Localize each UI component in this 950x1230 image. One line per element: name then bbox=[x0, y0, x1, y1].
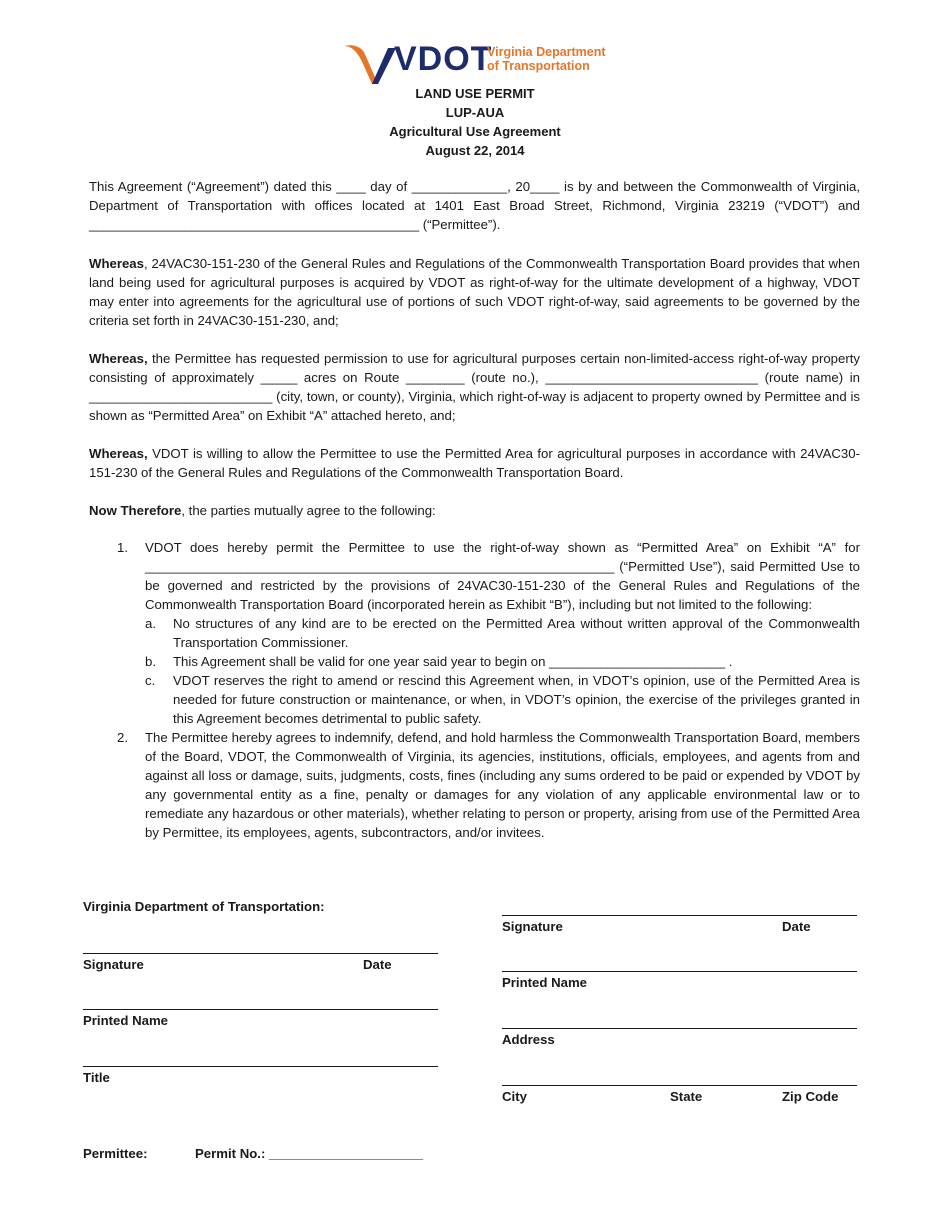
terms-list bbox=[89, 538, 860, 842]
vdot-logo bbox=[342, 42, 612, 88]
permittee-address-label: Address bbox=[502, 1032, 555, 1047]
whereas-lead: Whereas, bbox=[89, 351, 148, 366]
whereas-paragraph-1 bbox=[89, 254, 860, 330]
permittee-city-state-zip-line[interactable] bbox=[502, 1085, 857, 1086]
vdot-block-heading: Virginia Department of Transportation: bbox=[83, 899, 325, 914]
sub-item bbox=[145, 671, 860, 728]
vdot-date-label: Date bbox=[363, 957, 392, 972]
logo-wordmark: VDOT bbox=[394, 40, 493, 78]
vdot-title-label: Title bbox=[83, 1070, 110, 1085]
permittee-printed-name-label: Printed Name bbox=[502, 975, 588, 990]
permittee-signature-label: Signature bbox=[502, 919, 563, 934]
logo-subtitle bbox=[487, 45, 606, 73]
permittee-printed-name-line[interactable] bbox=[502, 971, 857, 972]
header-date: August 22, 2014 bbox=[425, 143, 525, 158]
vdot-signature-label: Signature bbox=[83, 957, 144, 972]
sub-item-text: VDOT reserves the right to amend or rescind this Agreement when, in VDOT’s opinion, use of the Permitted Area is needed for future construction or maintenance, or when, in VDOT’s opinion, the exercise of the privileges granted in this Agreement becomes detrimental to public safety. bbox=[173, 673, 860, 726]
whereas-text: the Permittee has requested permission to use for agricultural purposes certain non-limited-access right-of-way property consisting of approximately _____ acres on Route ________ (route no.), _____________________________ (route name) in _________________________ (city, town, or county), Virginia, which right-of-way is adjacent to property owned by Permittee and is shown as “Permitted Area” on Exhibit “A” attached hereto, and; bbox=[89, 351, 860, 423]
sub-item bbox=[145, 614, 860, 652]
whereas-text: VDOT is willing to allow the Permittee to use the Permitted Area for agricultural purposes in accordance with 24VAC30-151-230 of the General Rules and Regulations of the Commonwealth Transportation Board. bbox=[89, 446, 860, 480]
list-item-number: 2. bbox=[117, 730, 128, 745]
list-item-text: The Permittee hereby agrees to indemnify, defend, and hold harmless the Commonwealth Transportation Board, members of the Board, VDOT, the Commonwealth of Virginia, its agencies, institutions, officials, employees, and agents from and against all loss or damage, suits, judgments, costs, fines (including any sums ordered to be paid or expended by VDOT by any governmental entity as a fine, penalty or damages for any violation of any applicable environmental law or to remediate any hazardous or other materials), whether relating to person or property, arising from use of the Permitted Area by Permittee, its employees, agents, subcontractors, and/or invitees. bbox=[145, 730, 860, 840]
permittee-address-line[interactable] bbox=[502, 1028, 857, 1029]
whereas-lead: Whereas bbox=[89, 256, 144, 271]
header-title: LAND USE PERMIT bbox=[415, 86, 535, 101]
whereas-lead: Whereas, bbox=[89, 446, 148, 461]
sub-item-text: No structures of any kind are to be erected on the Permitted Area without written approval of the Commonwealth Transportation Commissioner. bbox=[173, 616, 860, 650]
header-subtitle: Agricultural Use Agreement bbox=[389, 124, 561, 139]
permittee-date-label: Date bbox=[782, 919, 811, 934]
list-item-number: 1. bbox=[117, 540, 128, 555]
list-item bbox=[89, 728, 860, 842]
list-item bbox=[89, 538, 860, 728]
vdot-printed-name-label: Printed Name bbox=[83, 1013, 169, 1028]
permittee-state-label: State bbox=[670, 1089, 703, 1104]
sub-item-letter: b. bbox=[145, 654, 156, 669]
logo-subtitle-line1: Virginia Department bbox=[487, 45, 606, 59]
sub-item-text: This Agreement shall be valid for one year said year to begin on ________________________ . bbox=[173, 654, 733, 669]
vdot-printed-name-line[interactable] bbox=[83, 1009, 438, 1010]
permittee-zip-label: Zip Code bbox=[782, 1089, 839, 1104]
permittee-footer-label: Permittee: bbox=[83, 1146, 148, 1161]
list-item-text: VDOT does hereby permit the Permittee to use the right-of-way shown as “Permitted Area” on Exhibit “A” for ________________________________________________________________ (“Permitted Use”), said Permitted Use to be governed and restricted by the provisions of 24VAC30-151-230 of the General Rules and Regulations of the Commonwealth Transportation Board (incorporated herein as Exhibit “B”), including but not limited to the following: bbox=[145, 540, 860, 612]
permittee-city-label: City bbox=[502, 1089, 527, 1104]
vdot-title-line[interactable] bbox=[83, 1066, 438, 1067]
vdot-swoosh-icon bbox=[342, 42, 402, 88]
intro-paragraph: This Agreement (“Agreement”) dated this ____ day of _____________, 20____ is by and between the Commonwealth of Virginia, Department of Transportation with offices located at 1401 East Broad Street, Richmond, Virginia 23219 (“VDOT”) and _____________________________________________ (“Permittee”). bbox=[89, 179, 860, 232]
header-form-code: LUP-AUA bbox=[445, 105, 505, 120]
whereas-paragraph-2 bbox=[89, 349, 860, 425]
whereas-paragraph-3 bbox=[89, 444, 860, 482]
whereas-text: , 24VAC30-151-230 of the General Rules and Regulations of the Commonwealth Transportation Board provides that when land being used for agricultural purposes is acquired by VDOT as right-of-way for the ultimate development of a highway, VDOT may enter into agreements for the agricultural use of portions of such VDOT right-of-way, said agreements to be governed by the criteria set forth in 24VAC30-151-230, and; bbox=[89, 256, 860, 328]
sub-item-letter: c. bbox=[145, 673, 156, 688]
now-therefore-lead: Now Therefore bbox=[89, 503, 182, 518]
logo-subtitle-line2: of Transportation bbox=[487, 59, 590, 73]
sub-item-letter: a. bbox=[145, 616, 156, 631]
now-therefore-text: , the parties mutually agree to the following: bbox=[181, 503, 436, 518]
document-header bbox=[0, 84, 950, 160]
permit-number-field[interactable]: Permit No.: _____________________ bbox=[195, 1146, 424, 1161]
vdot-signature-line[interactable] bbox=[83, 953, 438, 954]
now-therefore-paragraph bbox=[89, 501, 860, 520]
sub-item bbox=[145, 652, 860, 671]
permittee-signature-line[interactable] bbox=[502, 915, 857, 916]
